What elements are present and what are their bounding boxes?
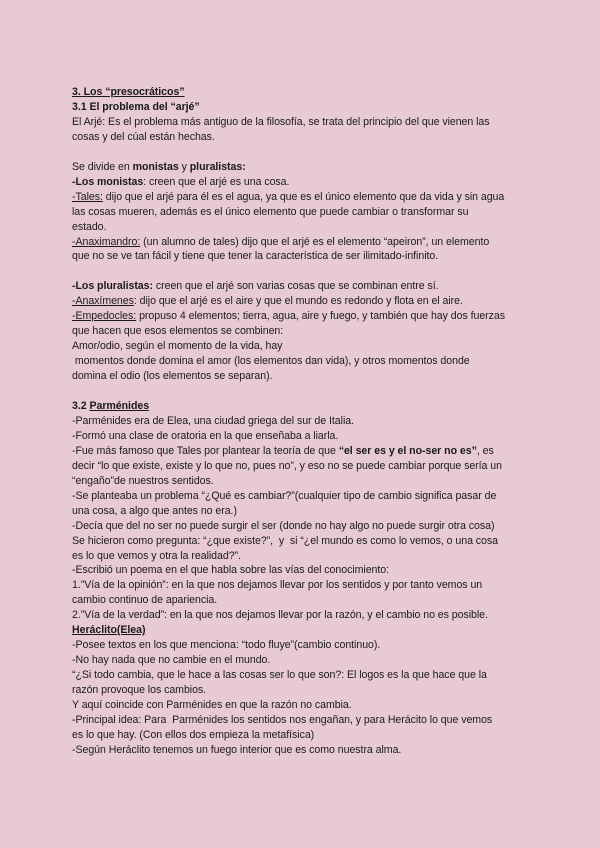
paragraph-line (72, 444, 532, 459)
paragraph-line: -Posee textos en los que menciona: “todo fluye”(cambio continuo). (72, 639, 381, 652)
paragraph-line: que hacen que esos elementos se combinen: (72, 325, 284, 338)
paragraph-line: 2.”Vía de la verdad”: en la que nos dejamos llevar por la razón, y el cambio no es posible. (72, 609, 488, 622)
paragraph-line: momentos donde domina el amor (los elementos dan vida), y otros momentos donde (72, 355, 470, 368)
paragraph-line: es lo que hay. (Con ellos dos empieza la metafísica) (72, 728, 315, 741)
key-quote: “el ser es y el no-ser no es” (338, 444, 477, 457)
paragraph-line: que no se ve tan fácil y tiene que tener la característica de ser ilimitado-infinito. (72, 250, 439, 263)
text-run: , es (476, 444, 494, 457)
text-run: : creen que el arjé es una cosa. (143, 175, 290, 188)
paragraph-line: domina el odio (los elementos se separan). (72, 370, 273, 383)
paragraph-line: -Se planteaba un problema “¿Qué es cambiar?”(cualquier tipo de cambio significa pasar de (72, 489, 497, 502)
paragraph-line: Y aquí coincide con Parménides en que la razón no cambia. (72, 699, 352, 712)
paragraph-line: las cosas mueren, además es el único elemento que puede cambiar o transformar su (72, 205, 469, 218)
philosopher-label: -Anaxímenes (72, 295, 134, 308)
paragraph-line: razón provoque los cambios. (72, 684, 207, 697)
text-run: Se divide en (72, 160, 133, 173)
paragraph-line: decir “lo que existe, existe y lo que no, pues no”, y eso no se puede cambiar porque sería un (72, 459, 502, 472)
paragraph-line: una cosa, a algo que antes no era.) (72, 504, 237, 517)
paragraph-line: -No hay nada que no cambie en el mundo. (72, 654, 271, 667)
spacer (72, 145, 532, 160)
spacer (72, 384, 532, 399)
text-run: : dijo que el arjé es el aire y que el mundo es redondo y flota en el aire. (133, 295, 463, 308)
paragraph-line: 1.”Vía de la opinión”: en la que nos dejamos llevar por los sentidos y por tanto vemos un (72, 579, 483, 592)
spacer (72, 264, 532, 279)
paragraph-line (72, 190, 532, 205)
text-run: propuso 4 elementos; tierra, agua, aire y fuego, y también que hay dos fuerzas (136, 310, 505, 323)
text-run: -Fue más famoso que Tales por plantear la teoría de que (72, 444, 339, 457)
philosopher-label: -Anaximandro: (72, 235, 141, 248)
term-pluralistas: pluralistas: (189, 160, 246, 173)
paragraph-line: Amor/odio, según el momento de la vida, hay (72, 340, 283, 353)
paragraph-line (72, 175, 532, 190)
paragraph-line: “engaño”de nuestros sentidos. (72, 474, 214, 487)
paragraph-line (72, 160, 532, 175)
paragraph-line: -Formó una clase de oratoria en la que enseñaba a liarla. (72, 429, 339, 442)
subsection-heading (72, 399, 532, 414)
paragraph-line (72, 309, 532, 324)
philosopher-label: -Empedocles: (72, 310, 137, 323)
term-monistas: monistas (132, 160, 179, 173)
term-label: -Los pluralistas: (72, 280, 153, 293)
paragraph-line (72, 279, 532, 294)
philosopher-label: -Tales: (72, 190, 103, 203)
paragraph-line: Se hicieron como pregunta: “¿que existe?”, y si “¿el mundo es como lo vemos, o una cosa (72, 534, 498, 547)
term-label: -Los monistas (72, 175, 144, 188)
text-run: creen que el arjé son varias cosas que se combinan entre sí. (152, 280, 439, 293)
paragraph-line: -Decía que del no ser no puede surgir el ser (donde no hay algo no puede surgir otra cosa) (72, 519, 495, 532)
paragraph-line: -Parménides era de Elea, una ciudad griega del sur de Italia. (72, 414, 354, 427)
paragraph-line (72, 294, 532, 309)
paragraph-line: es lo que vemos y otra la realidad?”. (72, 549, 241, 562)
text-run: y (178, 160, 190, 173)
paragraph-line (72, 235, 532, 250)
paragraph-line: cosas y del cúal están hechas. (72, 130, 215, 143)
subsection-heading: 3.1 El problema del “arjé” (72, 100, 200, 113)
paragraph-line: -Según Heráclito tenemos un fuego interior que es como nuestra alma. (72, 743, 402, 756)
paragraph-line: estado. (72, 220, 107, 233)
document-body (72, 85, 532, 758)
text-run: (un alumno de tales) dijo que el arjé es el elemento “apeiron”, un elemento (140, 235, 490, 248)
section-heading: 3. Los “presocráticos” (72, 86, 185, 98)
section-title: Parménides (89, 399, 150, 412)
subsection-heading: Heráclito(Elea) (72, 624, 146, 637)
text-run: dijo que el arjé para él es el agua, ya que es el único elemento que da vida y sin agua (102, 190, 505, 203)
paragraph-line: El Arjé: Es el problema más antiguo de la filosofía, se trata del principio del que vienen las (72, 115, 490, 128)
paragraph-line: cambio continuo de apariencia. (72, 594, 218, 607)
paragraph-line: -Principal idea: Para Parménides los sentidos nos engañan, y para Herácito lo que vemos (72, 713, 493, 726)
paragraph-line: “¿Si todo cambia, que le hace a las cosas ser lo que son?: El logos es la que hace que la (72, 669, 487, 682)
section-number: 3.2 (72, 399, 90, 412)
paragraph-line: -Escribió un poema en el que habla sobre las vías del conocimiento: (72, 564, 390, 577)
